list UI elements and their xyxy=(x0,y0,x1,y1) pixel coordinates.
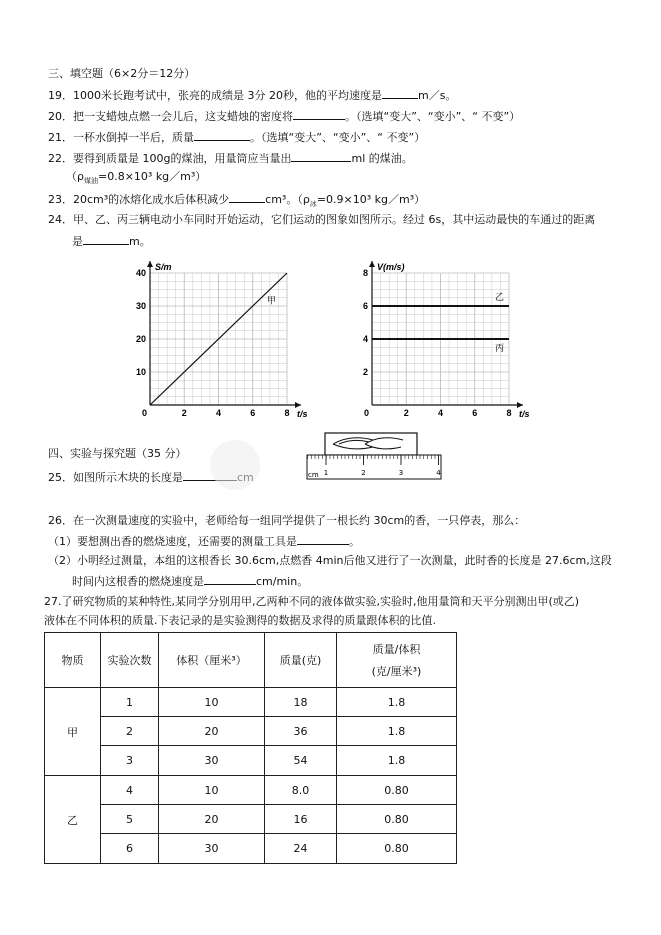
table-cell: 36 xyxy=(265,717,337,746)
answer-blank-26-2[interactable] xyxy=(204,574,256,585)
table-row xyxy=(45,805,457,834)
answer-blank-23[interactable] xyxy=(229,192,265,203)
answer-blank-19[interactable] xyxy=(382,88,418,99)
question-24-line2: 是 m。 xyxy=(72,235,151,248)
x-tick-label: 6 xyxy=(250,408,256,418)
table-cell: 10 xyxy=(159,688,265,717)
watermark-logo xyxy=(210,440,260,490)
question-22: 22．要得到质量是 100g的煤油，用量筒应当量出 ml 的煤油。 xyxy=(48,152,413,165)
y-tick-label: 4 xyxy=(362,334,368,344)
table-cell: 30 xyxy=(159,746,265,776)
y-axis-label: V(m/s) xyxy=(377,262,405,272)
x-axis-label: t/s xyxy=(297,409,308,419)
table-cell: 5 xyxy=(101,805,159,834)
header-ratio: 质量/体积 (克/厘米³) xyxy=(337,633,457,688)
table-cell: 54 xyxy=(265,746,337,776)
x-tick-label: 2 xyxy=(403,408,409,418)
table-row xyxy=(45,834,457,864)
origin-label: 0 xyxy=(364,408,370,418)
question-21: 21．一杯水倒掉一半后，质量 。（选填“变大”、“变小”、“ 不变”） xyxy=(48,131,426,144)
table-cell: 0.80 xyxy=(337,805,457,834)
table-row xyxy=(45,717,457,746)
x-axis-label: t/s xyxy=(519,409,530,419)
group-label: 乙 xyxy=(45,776,101,864)
question-20: 20．把一支蜡烛点燃一会儿后，这支蜡烛的密度将 。（选填“变大”、“变小”、“ 不变”） xyxy=(48,110,521,123)
chart-velocity-time xyxy=(352,256,537,419)
y-tick-label: 8 xyxy=(362,268,368,278)
series-label: 乙 xyxy=(495,293,505,303)
x-tick-label: 8 xyxy=(506,408,512,418)
ruler-svg xyxy=(305,432,443,484)
header-trial: 实验次数 xyxy=(101,633,159,688)
question-25: 25．如图所示木块的长度是 xyxy=(48,470,254,485)
answer-blank-22[interactable] xyxy=(291,151,351,162)
question-26-part1: （1）要想测出香的燃烧速度，还需要的测量工具是 。 xyxy=(48,535,360,548)
group-label: 甲 xyxy=(45,688,101,776)
y-tick-label: 30 xyxy=(135,301,146,311)
table-cell: 0.80 xyxy=(337,834,457,864)
x-tick-label: 6 xyxy=(472,408,478,418)
y-axis-label: S/m xyxy=(155,262,172,272)
ruler-figure xyxy=(305,432,443,484)
table-cell: 1.8 xyxy=(337,746,457,776)
question-19: 19．1000米长跑考试中，张亮的成绩是 3分 20秒，他的平均速度是 m／s。 xyxy=(48,89,457,102)
question-24-line1: 24．甲、乙、丙三辆电动小车同时开始运动，它们运动的图象如图所示。经过 6s，其中运动最快的车通过的距离 xyxy=(48,213,596,226)
table-cell: 30 xyxy=(159,834,265,864)
x-tick-label: 4 xyxy=(215,408,222,418)
question-22-note: （$\rho_{煤油}=0.8\times 10^3$ kg／m³） xyxy=(66,170,207,186)
table-cell: 1.8 xyxy=(337,717,457,746)
table-cell: 4 xyxy=(101,776,159,805)
chart-velocity-time-svg xyxy=(352,256,537,419)
question-26-part2-cont: 时间内这根香的燃烧速度是 cm/min。 xyxy=(72,575,309,588)
table-cell: 2 xyxy=(101,717,159,746)
chart-distance-time-svg xyxy=(130,256,315,419)
series-label: 丙 xyxy=(495,344,505,354)
ruler-label: 2 xyxy=(361,469,366,477)
table-header-row xyxy=(45,633,457,688)
ruler-label: 3 xyxy=(398,469,404,477)
answer-blank-26-1[interactable] xyxy=(297,534,349,545)
question-26: 26．在一次测量速度的实验中，老师给每一组同学提供了一根长约 30cm的香，一只停表，那么： xyxy=(48,514,526,527)
y-axis-arrow xyxy=(147,261,153,267)
table-cell: 10 xyxy=(159,776,265,805)
question-27-line2: 液体在不同体积的质量.下表记录的是实验测得的数据及求得的质量跟体积的比值. xyxy=(44,614,436,627)
table-cell: 1 xyxy=(101,688,159,717)
question-26-part2: （2）小明经过测量，本组的这根香长 30.6cm,点燃香 4min后他又进行了一次测量，此时香的长度是 27.6cm,这段 xyxy=(48,554,612,567)
table-cell: 6 xyxy=(101,834,159,864)
answer-blank-21[interactable] xyxy=(194,130,250,141)
y-tick-label: 20 xyxy=(135,334,146,344)
ruler-unit-label: cm xyxy=(308,471,319,479)
question-23: 23．20cm³的冰熔化成水后体积减少 cm³。（$\rho_冰=0.9\times 10^3$ kg／m³） xyxy=(48,193,426,209)
header-substance: 物质 xyxy=(45,633,101,688)
ruler-label: 4 xyxy=(436,469,441,477)
table-cell: 24 xyxy=(265,834,337,864)
header-mass: 质量(克) xyxy=(265,633,337,688)
ruler-label: 1 xyxy=(323,469,329,477)
y-axis-arrow xyxy=(369,261,375,267)
y-tick-label: 40 xyxy=(135,268,146,278)
series-label: 甲 xyxy=(266,296,276,307)
table-cell: 8.0 xyxy=(265,776,337,805)
section3-title: 三、填空题（6×2分＝12分） xyxy=(48,67,196,80)
x-tick-label: 2 xyxy=(181,408,187,418)
header-volume: 体积（厘米³） xyxy=(159,633,265,688)
x-tick-label: 4 xyxy=(437,408,444,418)
table-cell: 20 xyxy=(159,805,265,834)
table-cell: 1.8 xyxy=(337,688,457,717)
table-row xyxy=(45,746,457,776)
table-cell: 3 xyxy=(101,746,159,776)
section4-title: 四、实验与探究题（35 分） xyxy=(48,447,187,460)
y-tick-label: 10 xyxy=(135,367,146,377)
table-cell: 0.80 xyxy=(337,776,457,805)
table-row xyxy=(45,688,457,717)
y-tick-label: 2 xyxy=(362,367,368,377)
wood-block xyxy=(325,433,417,455)
question-27-line1: 27.了研究物质的某种特性,某同学分别用甲,乙两种不同的液体做实验,实验时,他用量筒和天平分别测出甲(或乙) xyxy=(44,595,580,608)
table-cell: 20 xyxy=(159,717,265,746)
chart-distance-time xyxy=(130,256,315,419)
table-cell: 16 xyxy=(265,805,337,834)
answer-blank-20[interactable] xyxy=(293,109,345,120)
answer-blank-24[interactable] xyxy=(83,234,129,245)
y-tick-label: 6 xyxy=(362,301,368,311)
x-tick-label: 8 xyxy=(284,408,290,418)
results-table xyxy=(44,632,457,864)
table-row xyxy=(45,776,457,805)
x-axis-arrow xyxy=(295,402,301,408)
table-cell: 18 xyxy=(265,688,337,717)
origin-label: 0 xyxy=(142,408,148,418)
x-axis-arrow xyxy=(517,402,523,408)
